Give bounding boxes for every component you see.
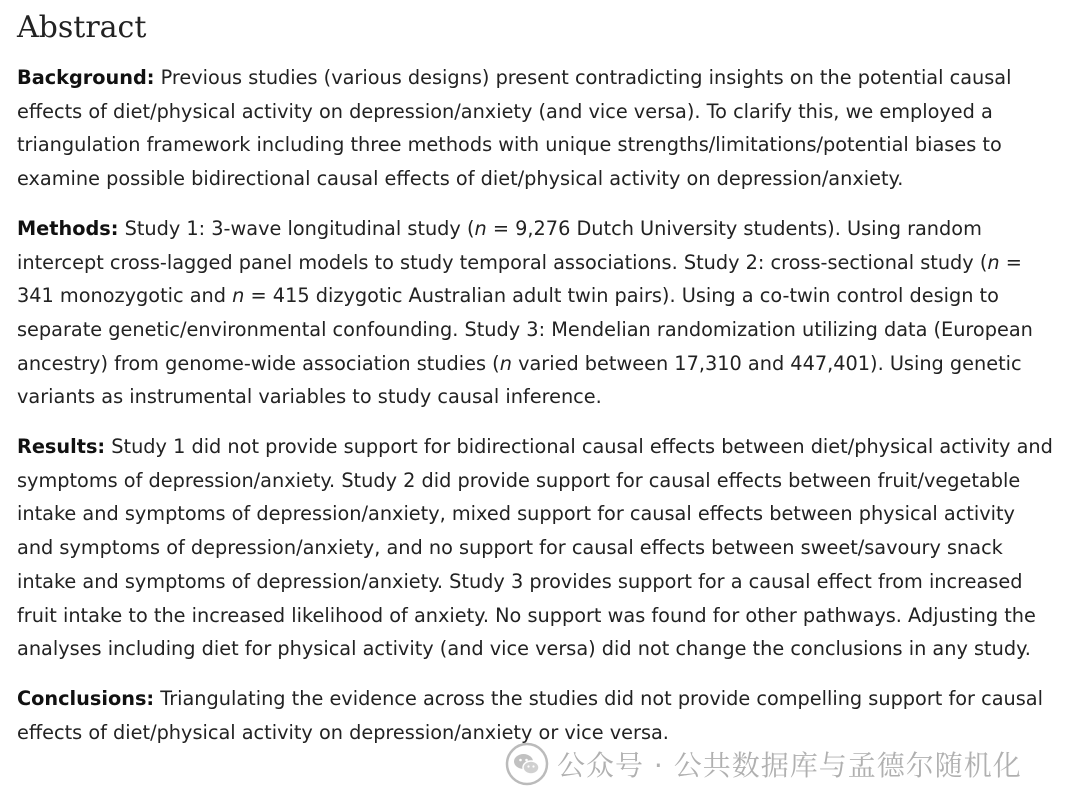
methods-label: Methods: [17,216,119,240]
results-paragraph [17,430,1057,666]
methods-text-2: = 9,276 Dutch University students). Using random intercept cross-lagged panel models to study temporal associations. Study 2: cross-sectional study ( [17,216,988,274]
abstract-heading: Abstract [17,10,147,45]
results-text: Study 1 did not provide support for bidirectional causal effects between diet/physical activity and symptoms of depression/anxiety. Study 2 did provide support for causal effects between fruit/vegetable intake and symptoms of depression/anxiety, mixed support for causal effects between physical activity and symptoms of depression/anxiety, and no support for causal effects between sweet/savoury snack intake and symptoms of depression/anxiety. Study 3 provides support for a causal effect from increased fruit intake to the increased likelihood of anxiety. No support was found for other pathways. Adjusting the analyses including diet for physical activity (and vice versa) did not change the conclusions in any study. [17,435,1053,661]
conclusions-paragraph [17,682,1057,749]
methods-text-1: Study 1: 3-wave longitudinal study ( [118,216,475,240]
watermark-text: 公众号 · 公共数据库与孟德尔随机化 [557,749,1022,782]
methods-n-3: n [232,284,245,308]
background-text: Previous studies (various designs) present contradicting insights on the potential causal effects of diet/physical activity on depression/anxiety (and vice versa). To clarify this, we employed a triangulation framework including three methods with unique strengths/limitations/potential biases to examine possible bidirectional causal effects of diet/physical activity on depression/anxiety. [17,66,1012,191]
methods-text-3: = 341 monozygotic and [17,250,1022,308]
conclusions-label: Conclusions: [17,686,155,710]
results-label: Results: [17,435,106,459]
methods-n-2: n [987,250,1000,274]
methods-n-4: n [499,351,512,375]
methods-n-1: n [474,216,487,240]
abstract [17,6,1057,765]
methods-text-5: varied between 17,310 and 447,401). Using genetic variants as instrumental variables to study causal inference. [17,351,1022,409]
background-paragraph [17,61,1057,196]
background-label: Background: [17,66,155,89]
methods-paragraph [17,212,1057,414]
conclusions-text: Triangulating the evidence across the studies did not provide compelling support for causal effects of diet/physical activity on depression/anxiety or vice versa. [17,686,1043,744]
methods-text-4: = 415 dizygotic Australian adult twin pairs). Using a co-twin control design to separate genetic/environmental confounding. Study 3: Mendelian randomization utilizing data (European ancestry) from genome-wide association studies ( [17,284,1033,375]
